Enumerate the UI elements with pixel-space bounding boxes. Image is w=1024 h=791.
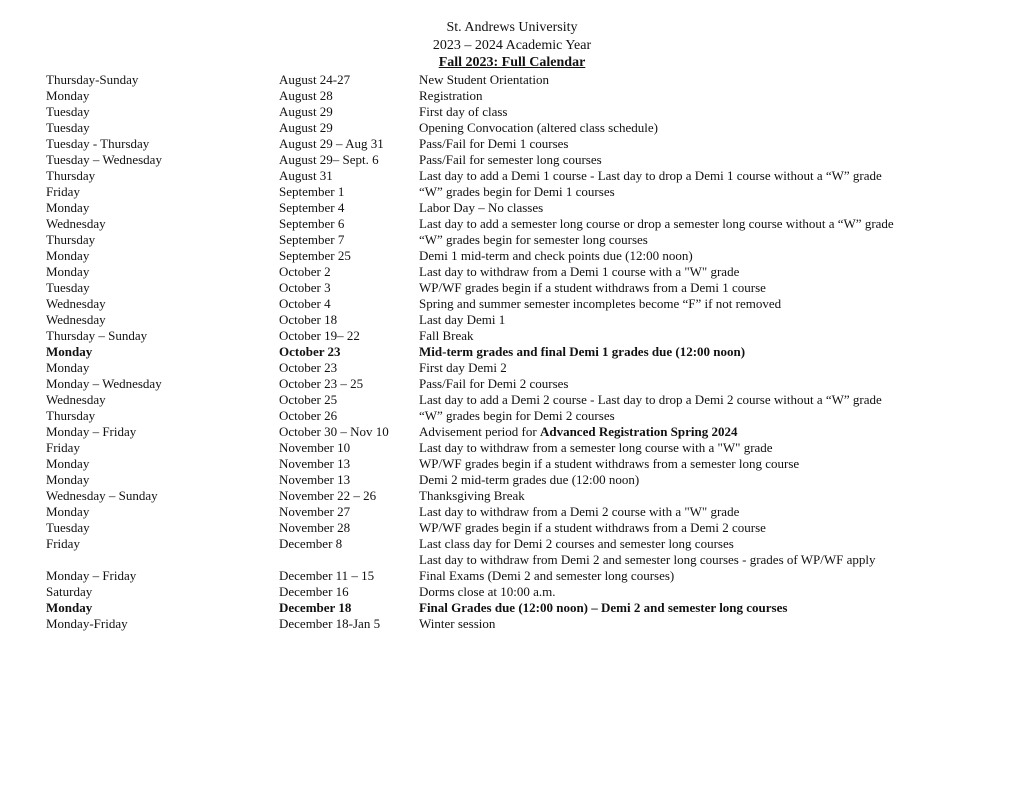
row-date: October 26 xyxy=(279,408,338,423)
row-event-text: Demi 2 mid-term grades due (12:00 noon) xyxy=(419,472,640,487)
calendar-row xyxy=(46,216,1006,232)
row-day: Wednesday xyxy=(46,216,106,231)
row-date: August 29 xyxy=(279,104,333,119)
row-day: Wednesday xyxy=(46,296,106,311)
row-event-text: Final Grades due (12:00 noon) – Demi 2 and semester long courses xyxy=(419,600,788,615)
row-event xyxy=(419,184,615,200)
document-header xyxy=(0,19,1024,72)
row-date: August 28 xyxy=(279,88,333,103)
row-day: Friday xyxy=(46,440,80,455)
row-event-text: “W” grades begin for Demi 2 courses xyxy=(419,408,615,423)
row-day: Monday xyxy=(46,360,90,375)
row-event-text: Final Exams (Demi 2 and semester long courses) xyxy=(419,568,675,583)
row-event xyxy=(419,504,739,520)
row-date: October 2 xyxy=(279,264,331,279)
row-event xyxy=(419,376,568,392)
row-event-text: First day Demi 2 xyxy=(419,360,507,375)
calendar-row xyxy=(46,184,1006,200)
row-event-text: Dorms close at 10:00 a.m. xyxy=(419,584,556,599)
calendar-row xyxy=(46,376,1006,392)
calendar-row xyxy=(46,472,1006,488)
row-day: Monday – Friday xyxy=(46,568,137,583)
row-event xyxy=(419,408,615,424)
row-event xyxy=(419,120,658,136)
row-day: Friday xyxy=(46,184,80,199)
calendar-row xyxy=(46,152,1006,168)
calendar-row xyxy=(46,440,1006,456)
row-day: Monday xyxy=(46,600,93,615)
row-day: Wednesday xyxy=(46,392,106,407)
row-date: October 18 xyxy=(279,312,338,327)
row-event-text: Fall Break xyxy=(419,328,474,343)
row-day: Monday xyxy=(46,248,90,263)
row-date: August 31 xyxy=(279,168,333,183)
row-date: September 1 xyxy=(279,184,345,199)
row-event xyxy=(419,616,495,632)
row-event xyxy=(419,280,766,296)
row-event xyxy=(419,168,882,184)
row-day: Monday xyxy=(46,88,90,103)
row-date: August 29 – Aug 31 xyxy=(279,136,384,151)
row-date: October 25 xyxy=(279,392,338,407)
row-event xyxy=(419,568,674,584)
row-event xyxy=(419,104,507,120)
row-date: December 8 xyxy=(279,536,343,551)
row-event-text: Last class day for Demi 2 courses and semester long courses xyxy=(419,536,734,551)
calendar-row xyxy=(46,136,1006,152)
row-event xyxy=(419,152,602,168)
row-day: Tuesday xyxy=(46,520,90,535)
row-day: Monday xyxy=(46,264,90,279)
row-day: Thursday xyxy=(46,232,96,247)
calendar-row xyxy=(46,264,1006,280)
row-event-text: Last day to add a semester long course or drop a semester long course without a “W” grade xyxy=(419,216,894,231)
row-date: September 4 xyxy=(279,200,345,215)
row-date: August 29– Sept. 6 xyxy=(279,152,379,167)
semester-title: Fall 2023: Full Calendar xyxy=(438,55,586,70)
row-day: Thursday-Sunday xyxy=(46,72,139,87)
row-event-text: Pass/Fail for semester long courses xyxy=(419,152,602,167)
row-date: December 18-Jan 5 xyxy=(279,616,381,631)
row-day: Saturday xyxy=(46,584,93,599)
row-event-text: Last day to add a Demi 1 course - Last day to drop a Demi 1 course without a “W” grade xyxy=(419,168,882,183)
row-day: Thursday – Sunday xyxy=(46,328,148,343)
row-event xyxy=(419,440,773,456)
calendar-table xyxy=(46,72,1006,632)
row-day: Tuesday xyxy=(46,280,90,295)
row-date: October 30 – Nov 10 xyxy=(279,424,389,439)
row-event xyxy=(419,392,882,408)
row-event-text: Demi 1 mid-term and check points due (12:00 noon) xyxy=(419,248,693,263)
row-event xyxy=(419,200,543,216)
calendar-row xyxy=(46,584,1006,600)
row-event-text: Opening Convocation (altered class schedule) xyxy=(419,120,658,135)
row-date: December 18 xyxy=(279,600,352,615)
row-date: November 28 xyxy=(279,520,351,535)
row-event-text: Last day to add a Demi 2 course - Last day to drop a Demi 2 course without a “W” grade xyxy=(419,392,882,407)
calendar-row xyxy=(46,424,1006,440)
calendar-row xyxy=(46,120,1006,136)
calendar-row xyxy=(46,248,1006,264)
row-date: October 4 xyxy=(279,296,331,311)
row-day: Monday xyxy=(46,472,90,487)
row-event xyxy=(419,472,639,488)
row-date: October 19– 22 xyxy=(279,328,360,343)
calendar-row xyxy=(46,408,1006,424)
row-event xyxy=(419,344,745,360)
row-date: August 24-27 xyxy=(279,72,351,87)
row-event xyxy=(419,584,555,600)
calendar-row xyxy=(46,536,1006,552)
row-event xyxy=(419,216,894,232)
row-event-text: WP/WF grades begin if a student withdraws from a Demi 1 course xyxy=(419,280,766,295)
row-date: October 23 – 25 xyxy=(279,376,364,391)
row-day: Monday xyxy=(46,344,93,359)
row-day: Tuesday xyxy=(46,120,90,135)
row-event xyxy=(419,520,766,536)
row-date: August 29 xyxy=(279,120,333,135)
row-date: November 13 xyxy=(279,472,351,487)
row-event-text: WP/WF grades begin if a student withdraws from a Demi 2 course xyxy=(419,520,766,535)
calendar-row xyxy=(46,360,1006,376)
row-day: Tuesday - Thursday xyxy=(46,136,150,151)
calendar-row xyxy=(46,280,1006,296)
row-date: September 25 xyxy=(279,248,351,263)
row-event-text: Labor Day – No classes xyxy=(419,200,544,215)
row-event xyxy=(419,248,693,264)
calendar-row xyxy=(46,72,1006,88)
row-date: November 27 xyxy=(279,504,351,519)
row-event-text: Pass/Fail for Demi 2 courses xyxy=(419,376,569,391)
row-event xyxy=(419,488,525,504)
row-event xyxy=(419,552,875,568)
row-event xyxy=(419,136,568,152)
calendar-row xyxy=(46,600,1006,616)
row-event-text: Last day to withdraw from a Demi 1 course with a "W" grade xyxy=(419,264,740,279)
row-event xyxy=(419,360,507,376)
calendar-row xyxy=(46,568,1006,584)
row-date: November 10 xyxy=(279,440,351,455)
row-event-text: Registration xyxy=(419,88,483,103)
row-day: Monday – Friday xyxy=(46,424,137,439)
row-day: Friday xyxy=(46,536,80,551)
row-date: September 7 xyxy=(279,232,345,247)
calendar-row xyxy=(46,168,1006,184)
calendar-row xyxy=(46,344,1006,360)
row-event-text: Advisement period for xyxy=(419,424,540,439)
row-date: November 22 – 26 xyxy=(279,488,377,503)
row-event xyxy=(419,424,738,440)
row-date: September 6 xyxy=(279,216,345,231)
calendar-row xyxy=(46,88,1006,104)
academic-year: 2023 – 2024 Academic Year xyxy=(432,37,592,53)
calendar-row xyxy=(46,296,1006,312)
row-day: Tuesday – Wednesday xyxy=(46,152,162,167)
row-event-text: “W” grades begin for Demi 1 courses xyxy=(419,184,615,199)
calendar-row xyxy=(46,456,1006,472)
calendar-row xyxy=(46,552,1006,568)
row-event-text: Mid-term grades and final Demi 1 grades due (12:00 noon) xyxy=(419,344,746,359)
row-date: December 16 xyxy=(279,584,349,599)
calendar-row xyxy=(46,200,1006,216)
row-date: October 3 xyxy=(279,280,331,295)
row-event xyxy=(419,312,505,328)
calendar-row xyxy=(46,104,1006,120)
row-event-text: WP/WF grades begin if a student withdraws from a semester long course xyxy=(419,456,800,471)
row-event-text: “W” grades begin for semester long courses xyxy=(419,232,648,247)
row-day: Monday xyxy=(46,456,90,471)
row-day: Monday – Wednesday xyxy=(46,376,162,391)
calendar-row xyxy=(46,520,1006,536)
university-name: St. Andrews University xyxy=(446,20,578,35)
row-event-text: Last day Demi 1 xyxy=(419,312,506,327)
row-event xyxy=(419,296,781,312)
row-event-text: Last day to withdraw from a semester long course with a "W" grade xyxy=(419,440,773,455)
row-event xyxy=(419,88,483,104)
row-day: Tuesday xyxy=(46,104,90,119)
row-event-text: First day of class xyxy=(419,104,508,119)
row-date: October 23 xyxy=(279,360,338,375)
row-event-text: Last day to withdraw from a Demi 2 course with a "W" grade xyxy=(419,504,740,519)
row-event xyxy=(419,72,549,88)
row-day: Wednesday xyxy=(46,312,106,327)
row-event xyxy=(419,536,734,552)
calendar-row xyxy=(46,328,1006,344)
row-event xyxy=(419,232,648,248)
calendar-row xyxy=(46,504,1006,520)
calendar-row xyxy=(46,232,1006,248)
row-date: December 11 – 15 xyxy=(279,568,375,583)
row-day: Monday xyxy=(46,504,90,519)
row-event-text: Thanksgiving Break xyxy=(419,488,525,503)
row-event-text: Last day to withdraw from Demi 2 and semester long courses - grades of WP/WF apply xyxy=(419,552,876,567)
row-event-text: Winter session xyxy=(419,616,496,631)
row-event xyxy=(419,264,739,280)
row-day: Monday-Friday xyxy=(46,616,128,631)
calendar-row xyxy=(46,312,1006,328)
row-event xyxy=(419,600,787,616)
row-event-text: Pass/Fail for Demi 1 courses xyxy=(419,136,569,151)
row-event-text: Spring and summer semester incompletes become “F” if not removed xyxy=(419,296,782,311)
calendar-row xyxy=(46,392,1006,408)
row-date: October 23 xyxy=(279,344,341,359)
row-date: November 13 xyxy=(279,456,351,471)
calendar-row xyxy=(46,488,1006,504)
row-day: Thursday xyxy=(46,168,96,183)
row-day: Monday xyxy=(46,200,90,215)
row-event-text: New Student Orientation xyxy=(419,72,549,87)
row-event xyxy=(419,456,799,472)
row-event-emphasis: Advanced Registration Spring 2024 xyxy=(539,424,738,439)
row-day: Wednesday – Sunday xyxy=(46,488,158,503)
row-day: Thursday xyxy=(46,408,96,423)
calendar-row xyxy=(46,616,1006,632)
row-event xyxy=(419,328,474,344)
